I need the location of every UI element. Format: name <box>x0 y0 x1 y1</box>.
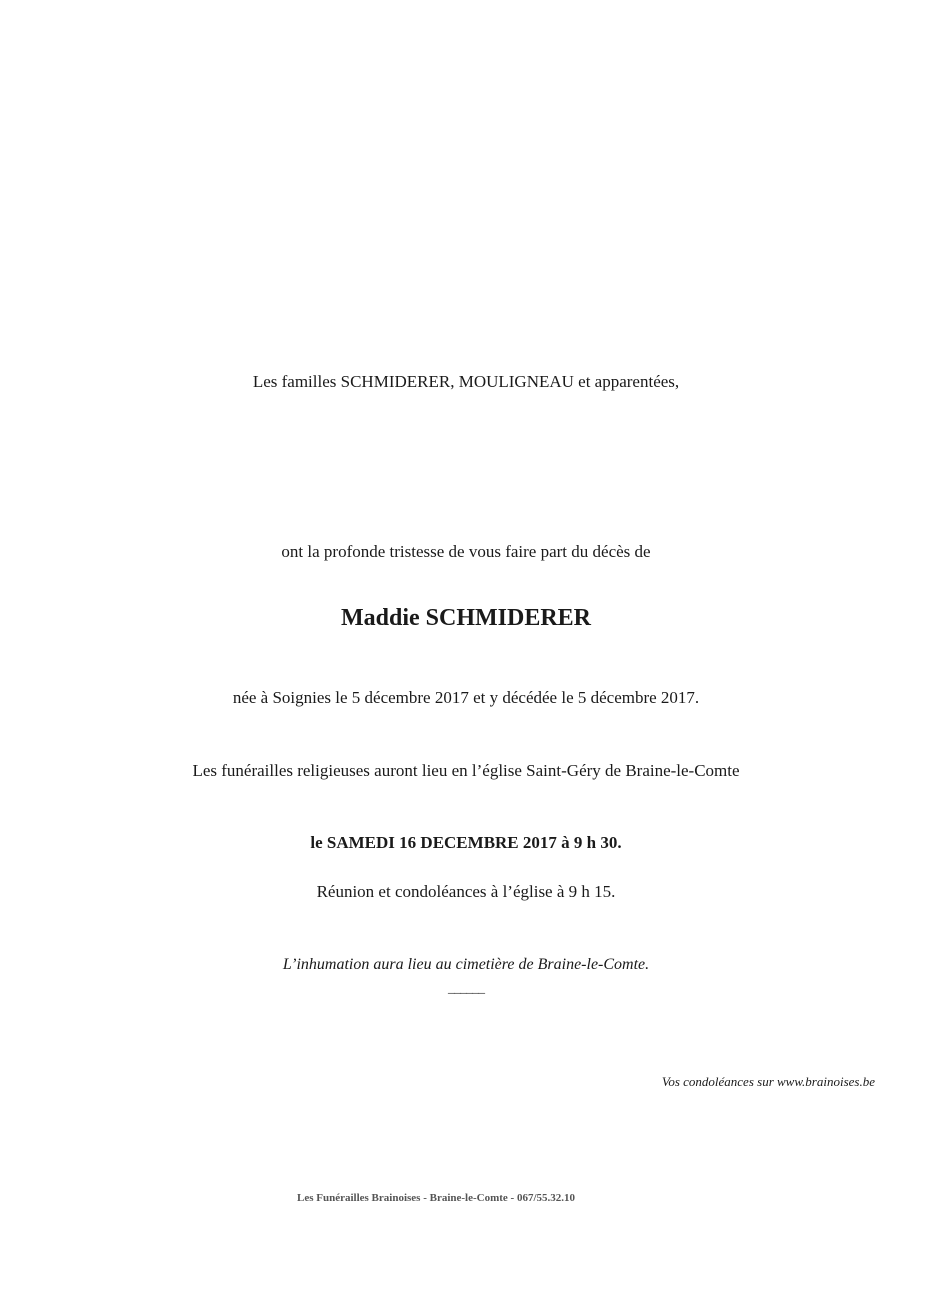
condolences-note: Vos condoléances sur www.brainoises.be <box>661 1074 875 1089</box>
birth-death-line: née à Soignies le 5 décembre 2017 et y décédée le 5 décembre 2017. <box>232 688 700 707</box>
meeting-line: Réunion et condoléances à l’église à 9 h 15. <box>316 882 616 901</box>
funeral-location-line: Les funérailles religieuses auront lieu en l’église Saint-Géry de Braine-le-Comte <box>192 761 740 780</box>
funeral-home-footer: Les Funérailles Brainoises - Braine-le-Comte - 067/55.32.10 <box>297 1192 576 1204</box>
deceased-name: Maddie SCHMIDERER <box>340 605 592 631</box>
funeral-datetime: le SAMEDI 16 DECEMBRE 2017 à 9 h 30. <box>310 833 622 852</box>
divider: ______ <box>448 981 484 996</box>
burial-line: L’inhumation aura lieu au cimetière de Braine-le-Comte. <box>282 956 650 973</box>
announcement-line: ont la profonde tristesse de vous faire part du décès de <box>281 542 651 561</box>
families-line: Les familles SCHMIDERER, MOULIGNEAU et apparentées, <box>252 372 680 391</box>
